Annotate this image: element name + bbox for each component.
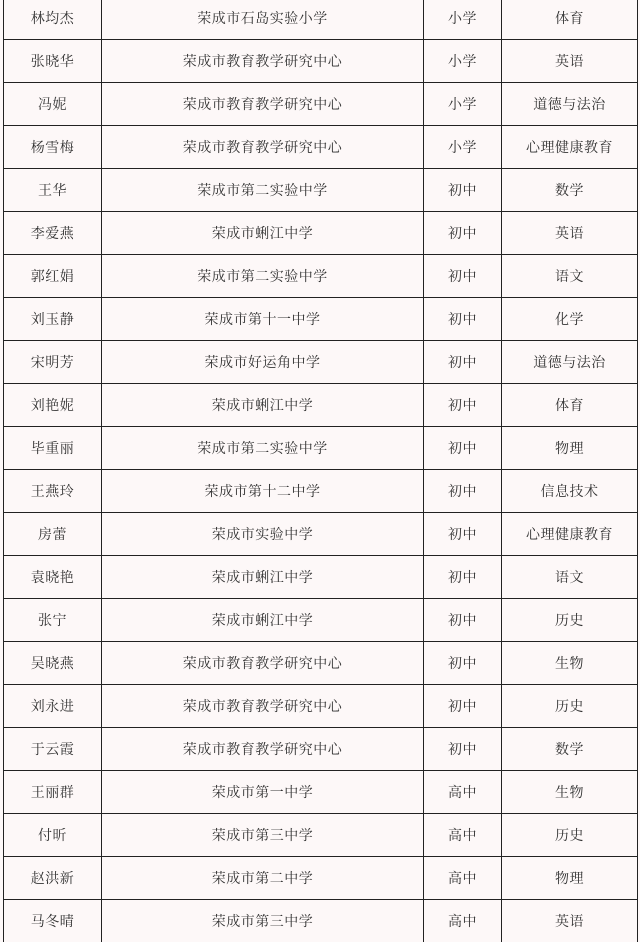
teacher-name-cell: 赵洪新 [4,857,102,900]
table-row [4,384,638,427]
table-row [4,814,638,857]
teacher-name-cell: 付昕 [4,814,102,857]
school-level-cell: 初中 [424,212,502,255]
school-level-cell: 初中 [424,642,502,685]
table-row [4,728,638,771]
school-cell: 荣成市第二实验中学 [102,169,424,212]
subject-cell: 历史 [502,599,638,642]
teacher-name-cell: 刘艳妮 [4,384,102,427]
subject-cell: 历史 [502,685,638,728]
table-row [4,771,638,814]
school-cell: 荣成市第二实验中学 [102,255,424,298]
school-cell: 荣成市蜊江中学 [102,212,424,255]
school-cell: 荣成市教育教学研究中心 [102,40,424,83]
table-row [4,126,638,169]
table-row [4,685,638,728]
school-cell: 荣成市第一中学 [102,771,424,814]
teacher-name-cell: 毕重丽 [4,427,102,470]
table-row [4,513,638,556]
school-level-cell: 高中 [424,814,502,857]
school-cell: 荣成市好运角中学 [102,341,424,384]
subject-cell: 物理 [502,857,638,900]
teacher-name-cell: 王华 [4,169,102,212]
teacher-name-cell: 李爱燕 [4,212,102,255]
school-level-cell: 初中 [424,255,502,298]
school-cell: 荣成市蜊江中学 [102,556,424,599]
table-row [4,298,638,341]
subject-cell: 生物 [502,642,638,685]
school-cell: 荣成市教育教学研究中心 [102,728,424,771]
school-level-cell: 小学 [424,0,502,40]
table-row [4,642,638,685]
table-row [4,341,638,384]
school-level-cell: 初中 [424,298,502,341]
teacher-table [3,0,638,942]
school-cell: 荣成市第三中学 [102,814,424,857]
school-cell: 荣成市教育教学研究中心 [102,685,424,728]
teacher-name-cell: 张宁 [4,599,102,642]
school-cell: 荣成市蜊江中学 [102,384,424,427]
school-cell: 荣成市第十二中学 [102,470,424,513]
subject-cell: 化学 [502,298,638,341]
teacher-name-cell: 宋明芳 [4,341,102,384]
subject-cell: 英语 [502,900,638,942]
school-cell: 荣成市教育教学研究中心 [102,642,424,685]
school-level-cell: 高中 [424,900,502,942]
teacher-name-cell: 郭红娟 [4,255,102,298]
table-row [4,212,638,255]
subject-cell: 历史 [502,814,638,857]
subject-cell: 英语 [502,40,638,83]
teacher-name-cell: 房蕾 [4,513,102,556]
subject-cell: 数学 [502,169,638,212]
subject-cell: 物理 [502,427,638,470]
school-level-cell: 初中 [424,513,502,556]
subject-cell: 语文 [502,255,638,298]
school-level-cell: 小学 [424,40,502,83]
subject-cell: 信息技术 [502,470,638,513]
table-row [4,255,638,298]
teacher-name-cell: 马冬晴 [4,900,102,942]
school-cell: 荣成市第十一中学 [102,298,424,341]
table-row [4,83,638,126]
school-level-cell: 初中 [424,341,502,384]
subject-cell: 英语 [502,212,638,255]
school-level-cell: 初中 [424,427,502,470]
teacher-name-cell: 吴晓燕 [4,642,102,685]
table-row [4,599,638,642]
teacher-name-cell: 林均杰 [4,0,102,40]
school-level-cell: 高中 [424,857,502,900]
subject-cell: 数学 [502,728,638,771]
table-row [4,556,638,599]
teacher-name-cell: 张晓华 [4,40,102,83]
subject-cell: 语文 [502,556,638,599]
table-row [4,857,638,900]
table-row [4,40,638,83]
teacher-name-cell: 王丽群 [4,771,102,814]
teacher-name-cell: 杨雪梅 [4,126,102,169]
table-body [4,0,638,942]
table-row [4,427,638,470]
school-level-cell: 初中 [424,470,502,513]
school-cell: 荣成市第二实验中学 [102,427,424,470]
school-cell: 荣成市教育教学研究中心 [102,126,424,169]
school-cell: 荣成市教育教学研究中心 [102,83,424,126]
school-level-cell: 小学 [424,126,502,169]
teacher-name-cell: 刘永进 [4,685,102,728]
table-row [4,0,638,40]
school-cell: 荣成市蜊江中学 [102,599,424,642]
subject-cell: 道德与法治 [502,83,638,126]
school-level-cell: 高中 [424,771,502,814]
school-level-cell: 初中 [424,685,502,728]
school-level-cell: 初中 [424,599,502,642]
teacher-name-cell: 王燕玲 [4,470,102,513]
subject-cell: 体育 [502,0,638,40]
subject-cell: 生物 [502,771,638,814]
teacher-name-cell: 冯妮 [4,83,102,126]
table-row [4,900,638,942]
subject-cell: 道德与法治 [502,341,638,384]
school-cell: 荣成市第三中学 [102,900,424,942]
teacher-name-cell: 于云霞 [4,728,102,771]
school-cell: 荣成市实验中学 [102,513,424,556]
subject-cell: 心理健康教育 [502,513,638,556]
subject-cell: 心理健康教育 [502,126,638,169]
school-level-cell: 小学 [424,83,502,126]
school-cell: 荣成市石岛实验小学 [102,0,424,40]
table-row [4,169,638,212]
school-level-cell: 初中 [424,384,502,427]
subject-cell: 体育 [502,384,638,427]
school-level-cell: 初中 [424,169,502,212]
teacher-name-cell: 刘玉静 [4,298,102,341]
school-level-cell: 初中 [424,728,502,771]
school-cell: 荣成市第二中学 [102,857,424,900]
school-level-cell: 初中 [424,556,502,599]
table-row [4,470,638,513]
teacher-name-cell: 袁晓艳 [4,556,102,599]
